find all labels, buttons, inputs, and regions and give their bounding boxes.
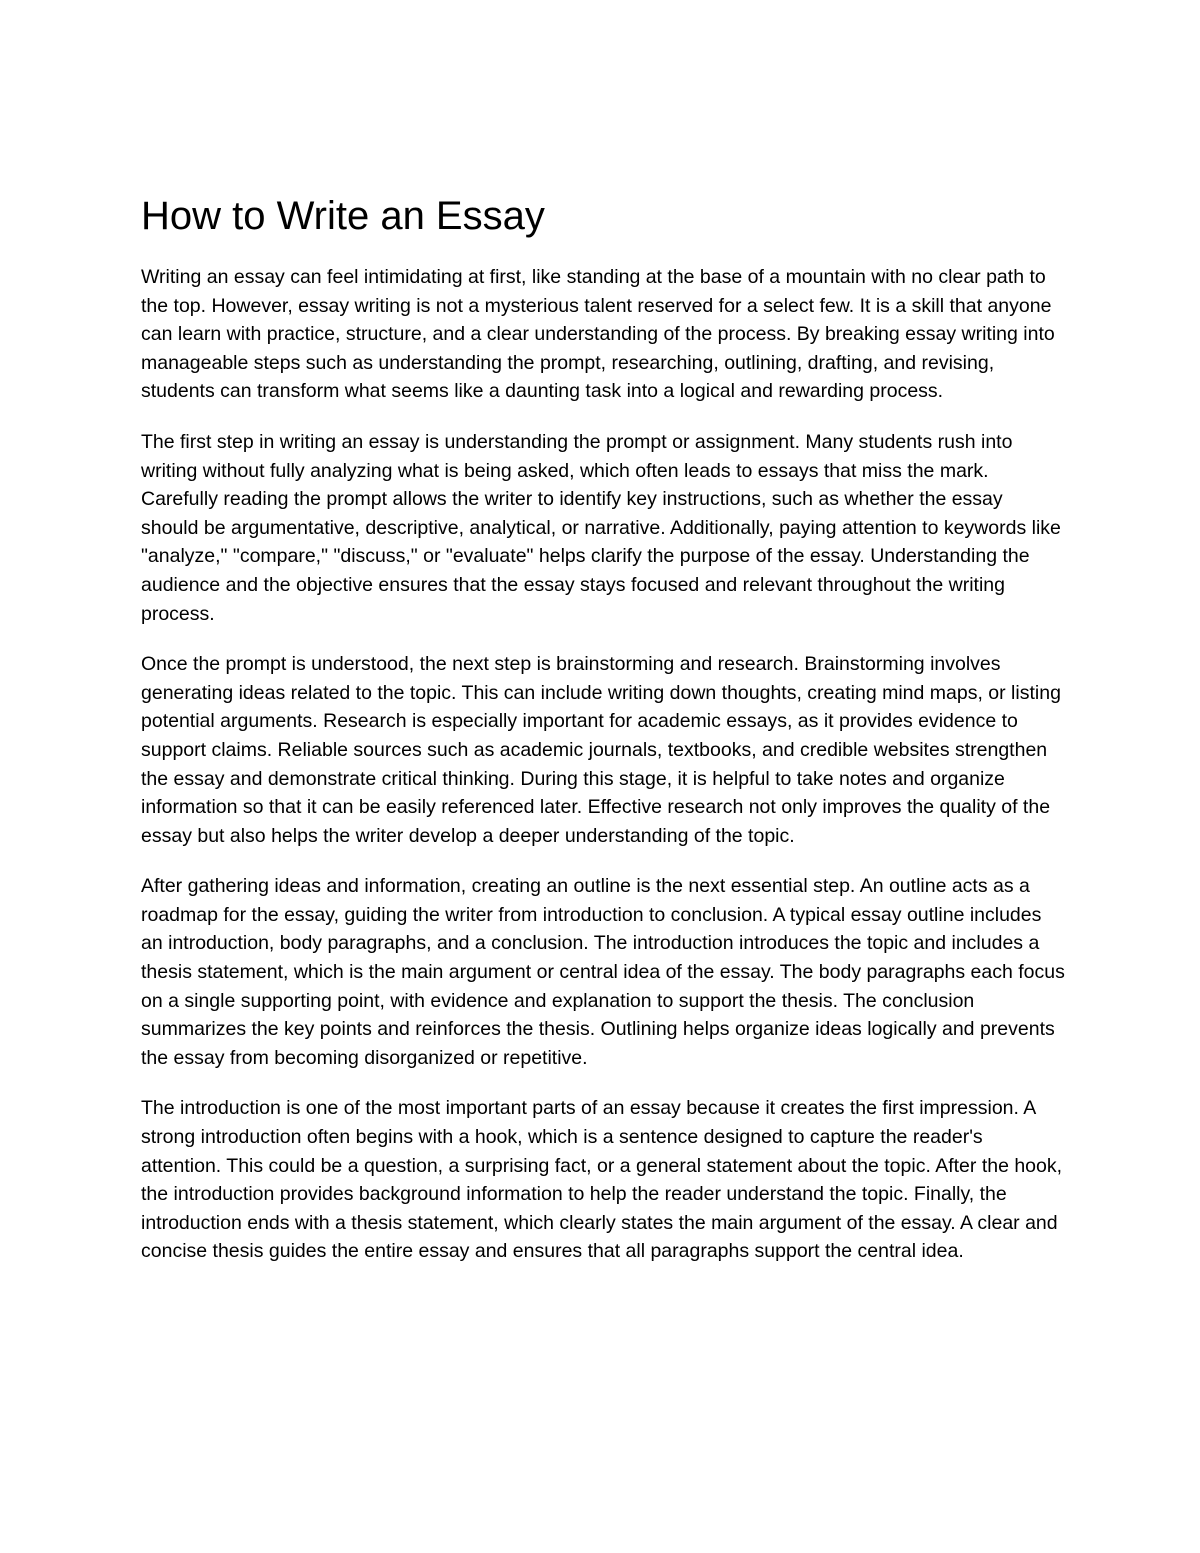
paragraph-understanding-prompt: The first step in writing an essay is understanding the prompt or assignment. Many students rush into writing without fully analyzing what is being asked, which often leads to essays that miss the mark. Carefully reading the prompt allows the writer to identify key instructions, such as whether the essay should be argumentative, descriptive, analytical, or narrative. Additionally, paying attention to keywords like "analyze," "compare," "discuss," or "evaluate" helps clarify the purpose of the essay. Understanding the audience and the objective ensures that the essay stays focused and relevant throughout the writing process. xyxy=(141,430,1061,625)
paragraph-brainstorming-research: Once the prompt is understood, the next step is brainstorming and research. Brainstorming involves generating ideas related to the topic. This can include writing down thoughts, creating mind maps, or listing potential arguments. Research is especially important for academic essays, as it provides evidence to support claims. Reliable sources such as academic journals, textbooks, and credible websites strengthen the essay and demonstrate critical thinking. During this stage, it is helpful to take notes and organize information so that it can be easily referenced later. Effective research not only improves the quality of the essay but also helps the writer develop a deeper understanding of the topic. xyxy=(141,653,1061,847)
document-title: How to Write an Essay xyxy=(141,194,545,238)
paragraph-introduction-importance: The introduction is one of the most important parts of an essay because it creates the first impression. A strong introduction often begins with a hook, which is a sentence designed to capture the reader's attention. This could be a question, a surprising fact, or a general statement about the topic. After the hook, the introduction provides background information to help the reader understand the topic. Finally, the introduction ends with a thesis statement, which clearly states the main argument of the essay. A clear and concise thesis guides the entire essay and ensures that all paragraphs support the central idea. xyxy=(141,1097,1063,1263)
paragraph-introduction: Writing an essay can feel intimidating at first, like standing at the base of a mountain with no clear path to the top. However, essay writing is not a mysterious talent reserved for a select few. It is a skill that anyone can learn with practice, structure, and a clear understanding of the process. By breaking essay writing into manageable steps such as understanding the prompt, researching, outlining, drafting, and revising, students can transform what seems like a daunting task into a logical and rewarding process. xyxy=(141,266,1055,403)
document-body xyxy=(141,192,1065,1288)
paragraph-outline: After gathering ideas and information, creating an outline is the next essential step. An outline acts as a roadmap for the essay, guiding the writer from introduction to conclusion. A typical essay outline includes an introduction, body paragraphs, and a conclusion. The introduction introduces the topic and includes a thesis statement, which is the main argument or central idea of the essay. The body paragraphs each focus on a single supporting point, with evidence and explanation to support the thesis. The conclusion summarizes the key points and reinforces the thesis. Outlining helps organize ideas logically and prevents the essay from becoming disorganized or repetitive. xyxy=(141,875,1065,1069)
